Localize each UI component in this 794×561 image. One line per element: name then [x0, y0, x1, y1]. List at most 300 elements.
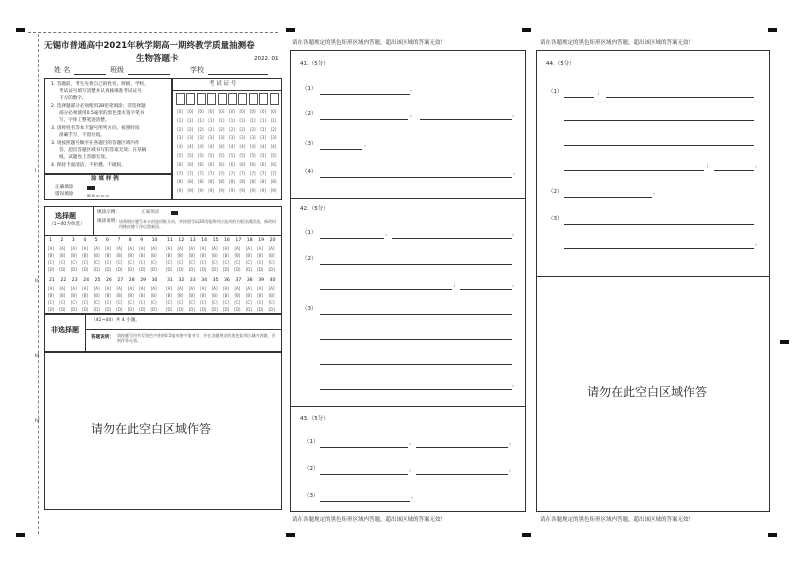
exam-id-bubble[interactable]: [8] — [270, 179, 277, 185]
exam-id-bubble[interactable]: [4] — [249, 144, 256, 150]
choice-bubble[interactable]: [C] — [150, 300, 157, 305]
exam-id-bubble[interactable]: [1] — [208, 117, 215, 123]
choice-bubble[interactable]: [B] — [150, 293, 157, 298]
choice-bubble[interactable]: [C] — [257, 260, 264, 265]
q44-answer-1c[interactable] — [564, 120, 754, 121]
choice-bubble[interactable]: [D] — [222, 307, 230, 312]
exam-id-bubble[interactable]: [8] — [218, 179, 225, 185]
choice-bubble[interactable]: [A] — [177, 246, 184, 251]
choice-grid-1-20[interactable] — [49, 239, 279, 275]
exam-id-bubble[interactable]: [6] — [229, 161, 235, 167]
exam-id-bubble[interactable]: [7] — [187, 170, 194, 176]
choice-bubble[interactable]: [C] — [223, 260, 229, 265]
exam-id-digit-box[interactable] — [207, 93, 216, 105]
choice-bubble[interactable]: [C] — [116, 300, 123, 305]
choice-bubble[interactable]: [B] — [177, 253, 184, 258]
choice-bubble[interactable]: [B] — [105, 293, 111, 298]
choice-bubble[interactable]: [D] — [165, 307, 173, 312]
choice-bubble[interactable]: [B] — [105, 253, 111, 258]
choice-bubble[interactable]: [A] — [82, 286, 89, 291]
exam-id-bubble[interactable]: [3] — [229, 135, 235, 141]
choice-bubble[interactable]: [A] — [82, 246, 89, 251]
choice-bubble[interactable]: [C] — [70, 300, 77, 305]
choice-bubble[interactable]: [A] — [105, 286, 111, 291]
exam-id-bubble[interactable]: [2] — [249, 126, 256, 132]
exam-id-bubble[interactable]: [4] — [197, 144, 204, 150]
exam-id-bubble[interactable]: [9] — [239, 188, 246, 194]
choice-bubble[interactable]: [D] — [177, 307, 184, 312]
choice-bubble[interactable]: [B] — [211, 293, 218, 298]
exam-id-bubble[interactable]: [0] — [187, 109, 194, 114]
exam-id-bubble[interactable]: [7] — [177, 170, 183, 176]
choice-bubble[interactable]: [C] — [257, 300, 264, 305]
q42-answer-1b[interactable] — [392, 238, 512, 239]
exam-id-digit-box[interactable] — [270, 93, 279, 105]
exam-id-write-row[interactable] — [176, 93, 280, 107]
exam-id-bubble[interactable]: [9] — [218, 188, 225, 194]
exam-id-bubble[interactable]: [3] — [260, 135, 267, 141]
q44-answer-1b[interactable] — [606, 97, 754, 98]
q42-answer-3c[interactable] — [320, 364, 512, 365]
choice-bubble[interactable]: [D] — [139, 307, 146, 312]
choice-grid-21-40[interactable] — [49, 279, 279, 315]
choice-bubble[interactable]: [C] — [139, 300, 146, 305]
exam-id-bubble[interactable]: [5] — [187, 153, 194, 158]
exam-id-bubble[interactable]: [2] — [187, 126, 194, 132]
choice-bubble[interactable]: [C] — [82, 260, 89, 265]
choice-bubble[interactable]: [A] — [200, 286, 207, 291]
exam-id-bubble[interactable]: [2] — [218, 126, 225, 132]
school-field[interactable] — [208, 74, 268, 75]
choice-bubble[interactable]: [C] — [93, 300, 100, 305]
exam-id-bubble[interactable]: [7] — [249, 170, 256, 176]
choice-bubble[interactable]: [A] — [127, 246, 134, 251]
choice-bubble[interactable]: [C] — [200, 260, 207, 265]
choice-bubble[interactable]: [A] — [211, 286, 218, 291]
choice-bubble[interactable]: [A] — [200, 246, 207, 251]
q41-answer-2b[interactable] — [420, 119, 512, 120]
choice-bubble[interactable]: [A] — [166, 246, 172, 251]
exam-id-bubble[interactable]: [0] — [177, 109, 183, 114]
exam-id-bubble[interactable]: [6] — [239, 161, 246, 167]
q41-answer-3[interactable] — [320, 149, 362, 150]
q44-answer-2[interactable] — [564, 197, 652, 198]
exam-id-bubble[interactable]: [3] — [270, 135, 277, 141]
exam-id-digit-box[interactable] — [228, 93, 237, 105]
exam-id-bubble[interactable]: [9] — [249, 188, 256, 194]
q43-answer-1b[interactable] — [416, 447, 508, 448]
exam-id-bubble[interactable]: [2] — [270, 126, 277, 132]
choice-bubble[interactable]: [C] — [188, 300, 195, 305]
choice-bubble[interactable]: [B] — [70, 293, 77, 298]
exam-id-bubble[interactable]: [1] — [260, 117, 267, 123]
exam-id-bubble[interactable]: [7] — [270, 170, 277, 176]
choice-bubble[interactable]: [D] — [200, 267, 207, 272]
choice-bubble[interactable]: [C] — [268, 300, 275, 305]
choice-bubble[interactable]: [D] — [188, 267, 195, 272]
choice-bubble[interactable]: [A] — [48, 286, 54, 291]
choice-bubble[interactable]: [D] — [150, 267, 157, 272]
choice-bubble[interactable]: [B] — [127, 293, 134, 298]
choice-bubble[interactable]: [A] — [105, 246, 111, 251]
choice-bubble[interactable]: [D] — [257, 307, 264, 312]
choice-bubble[interactable]: [B] — [59, 293, 66, 298]
exam-id-bubble[interactable]: [2] — [208, 126, 215, 132]
choice-bubble[interactable]: [B] — [223, 293, 229, 298]
choice-bubble[interactable]: [B] — [48, 293, 54, 298]
choice-bubble[interactable]: [A] — [59, 246, 66, 251]
choice-bubble[interactable]: [C] — [200, 300, 207, 305]
exam-id-bubble[interactable]: [5] — [270, 153, 277, 158]
choice-bubble[interactable]: [C] — [127, 300, 134, 305]
choice-bubble[interactable]: [C] — [177, 260, 184, 265]
choice-bubble[interactable]: [D] — [234, 267, 241, 272]
choice-bubble[interactable]: [B] — [257, 253, 264, 258]
exam-id-bubble[interactable]: [1] — [239, 117, 246, 123]
choice-bubble[interactable]: [C] — [127, 260, 134, 265]
exam-id-bubble[interactable]: [9] — [260, 188, 267, 194]
choice-bubble[interactable]: [B] — [245, 293, 252, 298]
exam-id-bubble[interactable]: [3] — [177, 135, 183, 141]
exam-id-bubble[interactable]: [8] — [208, 179, 215, 185]
choice-bubble[interactable]: [D] — [104, 307, 112, 312]
exam-id-bubble[interactable]: [9] — [229, 188, 235, 194]
choice-bubble[interactable]: [A] — [268, 286, 275, 291]
choice-bubble[interactable]: [B] — [245, 253, 252, 258]
choice-bubble[interactable]: [A] — [59, 286, 66, 291]
q43-answer-2a[interactable] — [320, 474, 408, 475]
choice-bubble[interactable]: [C] — [211, 300, 218, 305]
choice-bubble[interactable]: [D] — [234, 307, 241, 312]
choice-bubble[interactable]: [D] — [211, 307, 218, 312]
choice-bubble[interactable]: [C] — [59, 300, 66, 305]
choice-bubble[interactable]: [C] — [116, 260, 123, 265]
choice-bubble[interactable]: [C] — [211, 260, 218, 265]
choice-bubble[interactable]: [B] — [150, 253, 157, 258]
choice-bubble[interactable]: [C] — [188, 260, 195, 265]
choice-bubble[interactable]: [D] — [82, 307, 89, 312]
q43-answer-2b[interactable] — [416, 474, 508, 475]
choice-bubble[interactable]: [D] — [139, 267, 146, 272]
exam-id-bubble[interactable]: [8] — [177, 179, 183, 185]
choice-bubble[interactable]: [D] — [222, 267, 230, 272]
choice-bubble[interactable]: [D] — [70, 307, 77, 312]
exam-id-bubble[interactable]: [0] — [229, 109, 235, 114]
choice-bubble[interactable]: [C] — [150, 260, 157, 265]
q43-answer-1a[interactable] — [320, 447, 408, 448]
exam-id-bubble[interactable]: [4] — [208, 144, 215, 150]
exam-id-bubble[interactable]: [8] — [239, 179, 246, 185]
q44-answer-1d[interactable] — [564, 145, 754, 146]
exam-id-bubble[interactable]: [6] — [197, 161, 204, 167]
exam-id-bubble[interactable]: [1] — [270, 117, 277, 123]
exam-id-bubble[interactable]: [8] — [187, 179, 194, 185]
choice-bubble[interactable]: [B] — [139, 253, 146, 258]
exam-id-bubble[interactable]: [9] — [208, 188, 215, 194]
choice-bubble[interactable]: [A] — [245, 286, 252, 291]
exam-id-bubble[interactable]: [5] — [239, 153, 246, 158]
choice-bubble[interactable]: [C] — [48, 300, 54, 305]
exam-id-bubble[interactable]: [0] — [218, 109, 225, 114]
exam-id-bubble[interactable]: [6] — [187, 161, 194, 167]
choice-bubble[interactable]: [C] — [166, 300, 172, 305]
choice-bubble[interactable]: [B] — [116, 253, 123, 258]
choice-bubble[interactable]: [A] — [139, 286, 146, 291]
choice-bubble[interactable]: [B] — [59, 253, 66, 258]
exam-id-bubble[interactable]: [5] — [197, 153, 204, 158]
exam-id-bubble[interactable]: [4] — [187, 144, 194, 150]
q41-answer-4[interactable] — [320, 177, 512, 178]
exam-id-bubble[interactable]: [1] — [249, 117, 256, 123]
exam-id-digit-box[interactable] — [249, 93, 258, 105]
choice-bubble[interactable]: [D] — [59, 267, 66, 272]
exam-id-digit-box[interactable] — [259, 93, 268, 105]
choice-bubble[interactable]: [D] — [127, 267, 134, 272]
choice-bubble[interactable]: [D] — [82, 267, 89, 272]
choice-bubble[interactable]: [B] — [234, 253, 241, 258]
choice-bubble[interactable]: [B] — [82, 253, 89, 258]
choice-bubble[interactable]: [B] — [177, 293, 184, 298]
choice-bubble[interactable]: [A] — [223, 246, 229, 251]
choice-bubble[interactable]: [C] — [82, 300, 89, 305]
choice-bubble[interactable]: [D] — [127, 307, 134, 312]
choice-bubble[interactable]: [D] — [245, 307, 252, 312]
exam-id-bubble[interactable]: [6] — [208, 161, 215, 167]
choice-bubble[interactable]: [B] — [268, 253, 275, 258]
choice-bubble[interactable]: [D] — [165, 267, 173, 272]
choice-bubble[interactable]: [C] — [139, 260, 146, 265]
choice-bubble[interactable]: [C] — [245, 300, 252, 305]
choice-bubble[interactable]: [C] — [93, 260, 100, 265]
choice-bubble[interactable]: [A] — [188, 246, 195, 251]
exam-id-bubble[interactable]: [4] — [270, 144, 277, 150]
choice-bubble[interactable]: [D] — [59, 307, 66, 312]
choice-bubble[interactable]: [B] — [139, 293, 146, 298]
choice-bubble[interactable]: [C] — [245, 260, 252, 265]
exam-id-bubble[interactable]: [9] — [187, 188, 194, 194]
choice-bubble[interactable]: [D] — [93, 267, 100, 272]
exam-id-bubble[interactable]: [1] — [218, 117, 225, 123]
exam-id-digit-box[interactable] — [197, 93, 206, 105]
choice-bubble[interactable]: [A] — [70, 246, 77, 251]
choice-bubble[interactable]: [B] — [48, 253, 54, 258]
exam-id-bubble[interactable]: [6] — [177, 161, 183, 167]
class-field[interactable] — [128, 74, 170, 75]
choice-bubble[interactable]: [D] — [200, 307, 207, 312]
q44-answer-3b[interactable] — [564, 248, 754, 249]
choice-bubble[interactable]: [A] — [188, 286, 195, 291]
choice-bubble[interactable]: [D] — [47, 267, 55, 272]
choice-bubble[interactable]: [C] — [105, 300, 111, 305]
exam-id-bubble[interactable]: [3] — [249, 135, 256, 141]
exam-id-bubble[interactable]: [1] — [177, 117, 183, 123]
exam-id-bubbles[interactable] — [176, 109, 280, 199]
exam-id-bubble[interactable]: [1] — [197, 117, 204, 123]
exam-id-bubble[interactable]: [5] — [229, 153, 235, 158]
choice-bubble[interactable]: [A] — [150, 246, 157, 251]
exam-id-bubble[interactable]: [3] — [187, 135, 194, 141]
q41-answer-2a[interactable] — [320, 119, 408, 120]
choice-bubble[interactable]: [C] — [268, 260, 275, 265]
exam-id-bubble[interactable]: [0] — [197, 109, 204, 114]
exam-id-bubble[interactable]: [7] — [239, 170, 246, 176]
choice-bubble[interactable]: [B] — [70, 253, 77, 258]
choice-bubble[interactable]: [A] — [268, 246, 275, 251]
exam-id-bubble[interactable]: [8] — [197, 179, 204, 185]
choice-bubble[interactable]: [A] — [93, 246, 100, 251]
choice-bubble[interactable]: [D] — [104, 267, 112, 272]
choice-bubble[interactable]: [B] — [166, 293, 172, 298]
exam-id-bubble[interactable]: [4] — [260, 144, 267, 150]
choice-bubble[interactable]: [A] — [257, 286, 264, 291]
exam-id-bubble[interactable]: [1] — [229, 117, 235, 123]
choice-bubble[interactable]: [A] — [116, 286, 123, 291]
choice-bubble[interactable]: [D] — [47, 307, 55, 312]
q42-answer-3a[interactable] — [320, 314, 512, 315]
exam-id-bubble[interactable]: [8] — [249, 179, 256, 185]
exam-id-bubble[interactable]: [8] — [260, 179, 267, 185]
exam-id-bubble[interactable]: [2] — [197, 126, 204, 132]
exam-id-bubble[interactable]: [4] — [239, 144, 246, 150]
exam-id-bubble[interactable]: [0] — [260, 109, 267, 114]
choice-bubble[interactable]: [B] — [211, 253, 218, 258]
choice-bubble[interactable]: [B] — [93, 293, 100, 298]
exam-id-bubble[interactable]: [9] — [197, 188, 204, 194]
exam-id-bubble[interactable]: [7] — [218, 170, 225, 176]
choice-bubble[interactable]: [C] — [234, 300, 241, 305]
choice-bubble[interactable]: [A] — [116, 246, 123, 251]
q42-answer-2a[interactable] — [320, 264, 512, 265]
choice-bubble[interactable]: [B] — [200, 253, 207, 258]
choice-bubble[interactable]: [B] — [223, 253, 229, 258]
choice-bubble[interactable]: [A] — [234, 246, 241, 251]
choice-bubble[interactable]: [A] — [257, 246, 264, 251]
choice-bubble[interactable]: [A] — [150, 286, 157, 291]
choice-bubble[interactable]: [B] — [188, 253, 195, 258]
exam-id-bubble[interactable]: [6] — [218, 161, 225, 167]
exam-id-bubble[interactable]: [9] — [177, 188, 183, 194]
exam-id-bubble[interactable]: [2] — [229, 126, 235, 132]
exam-id-bubble[interactable]: [2] — [177, 126, 183, 132]
q42-answer-2b[interactable] — [320, 289, 452, 290]
choice-bubble[interactable]: [A] — [211, 246, 218, 251]
exam-id-bubble[interactable]: [7] — [197, 170, 204, 176]
exam-id-bubble[interactable]: [5] — [208, 153, 215, 158]
exam-id-bubble[interactable]: [4] — [218, 144, 225, 150]
exam-id-bubble[interactable]: [3] — [208, 135, 215, 141]
choice-bubble[interactable]: [C] — [223, 300, 229, 305]
name-field[interactable] — [74, 74, 106, 75]
choice-bubble[interactable]: [B] — [93, 253, 100, 258]
exam-id-bubble[interactable]: [6] — [270, 161, 277, 167]
exam-id-digit-box[interactable] — [186, 93, 195, 105]
exam-id-bubble[interactable]: [5] — [260, 153, 267, 158]
choice-bubble[interactable]: [D] — [150, 307, 157, 312]
choice-bubble[interactable]: [D] — [188, 307, 195, 312]
q44-answer-1f[interactable] — [714, 170, 754, 171]
choice-bubble[interactable]: [C] — [166, 260, 172, 265]
choice-bubble[interactable]: [B] — [200, 293, 207, 298]
exam-id-bubble[interactable]: [6] — [249, 161, 256, 167]
choice-bubble[interactable]: [B] — [116, 293, 123, 298]
choice-bubble[interactable]: [C] — [105, 260, 111, 265]
choice-bubble[interactable]: [C] — [70, 260, 77, 265]
choice-bubble[interactable]: [A] — [234, 286, 241, 291]
exam-id-bubble[interactable]: [3] — [239, 135, 246, 141]
choice-bubble[interactable]: [D] — [268, 307, 275, 312]
choice-bubble[interactable]: [A] — [93, 286, 100, 291]
q44-answer-1e[interactable] — [564, 170, 704, 171]
choice-bubble[interactable]: [C] — [48, 260, 54, 265]
choice-bubble[interactable]: [D] — [211, 267, 218, 272]
exam-id-bubble[interactable]: [5] — [249, 153, 256, 158]
choice-bubble[interactable]: [A] — [127, 286, 134, 291]
choice-bubble[interactable]: [D] — [116, 307, 123, 312]
choice-bubble[interactable]: [D] — [116, 267, 123, 272]
q42-answer-3d[interactable] — [320, 389, 512, 390]
exam-id-bubble[interactable]: [3] — [197, 135, 204, 141]
exam-id-bubble[interactable]: [2] — [239, 126, 246, 132]
exam-id-digit-box[interactable] — [238, 93, 247, 105]
choice-bubble[interactable]: [D] — [177, 267, 184, 272]
choice-bubble[interactable]: [B] — [82, 293, 89, 298]
choice-bubble[interactable]: [A] — [48, 246, 54, 251]
exam-id-bubble[interactable]: [7] — [229, 170, 235, 176]
choice-bubble[interactable]: [D] — [257, 267, 264, 272]
choice-bubble[interactable]: [A] — [139, 246, 146, 251]
exam-id-bubble[interactable]: [0] — [270, 109, 277, 114]
choice-bubble[interactable]: [A] — [245, 246, 252, 251]
exam-id-bubble[interactable]: [6] — [260, 161, 267, 167]
exam-id-bubble[interactable]: [3] — [218, 135, 225, 141]
exam-id-bubble[interactable]: [0] — [239, 109, 246, 114]
choice-bubble[interactable]: [C] — [177, 300, 184, 305]
exam-id-bubble[interactable]: [1] — [187, 117, 194, 123]
choice-bubble[interactable]: [D] — [70, 267, 77, 272]
choice-bubble[interactable]: [B] — [234, 293, 241, 298]
q41-answer-1[interactable] — [320, 94, 410, 95]
choice-bubble[interactable]: [A] — [177, 286, 184, 291]
choice-bubble[interactable]: [D] — [245, 267, 252, 272]
q42-answer-2c[interactable] — [460, 289, 512, 290]
choice-bubble[interactable]: [D] — [93, 307, 100, 312]
choice-bubble[interactable]: [A] — [70, 286, 77, 291]
choice-bubble[interactable]: [C] — [234, 260, 241, 265]
exam-id-bubble[interactable]: [5] — [218, 153, 225, 158]
exam-id-bubble[interactable]: [8] — [229, 179, 235, 185]
exam-id-bubble[interactable]: [5] — [177, 153, 183, 158]
exam-id-digit-box[interactable] — [176, 93, 185, 105]
exam-id-bubble[interactable]: [0] — [208, 109, 215, 114]
q42-answer-3b[interactable] — [320, 339, 512, 340]
q42-answer-1a[interactable] — [320, 238, 384, 239]
q44-answer-1a[interactable] — [564, 97, 594, 98]
exam-id-bubble[interactable]: [7] — [208, 170, 215, 176]
choice-bubble[interactable]: [B] — [257, 293, 264, 298]
exam-id-bubble[interactable]: [4] — [177, 144, 183, 150]
exam-id-bubble[interactable]: [9] — [270, 188, 277, 194]
q43-answer-3[interactable] — [320, 501, 410, 502]
choice-bubble[interactable]: [D] — [268, 267, 275, 272]
exam-id-bubble[interactable]: [2] — [260, 126, 267, 132]
exam-id-bubble[interactable]: [7] — [260, 170, 267, 176]
choice-bubble[interactable]: [B] — [127, 253, 134, 258]
exam-id-bubble[interactable]: [4] — [229, 144, 235, 150]
choice-bubble[interactable]: [B] — [166, 253, 172, 258]
choice-bubble[interactable]: [B] — [268, 293, 275, 298]
choice-bubble[interactable]: [C] — [59, 260, 66, 265]
choice-bubble[interactable]: [A] — [166, 286, 172, 291]
